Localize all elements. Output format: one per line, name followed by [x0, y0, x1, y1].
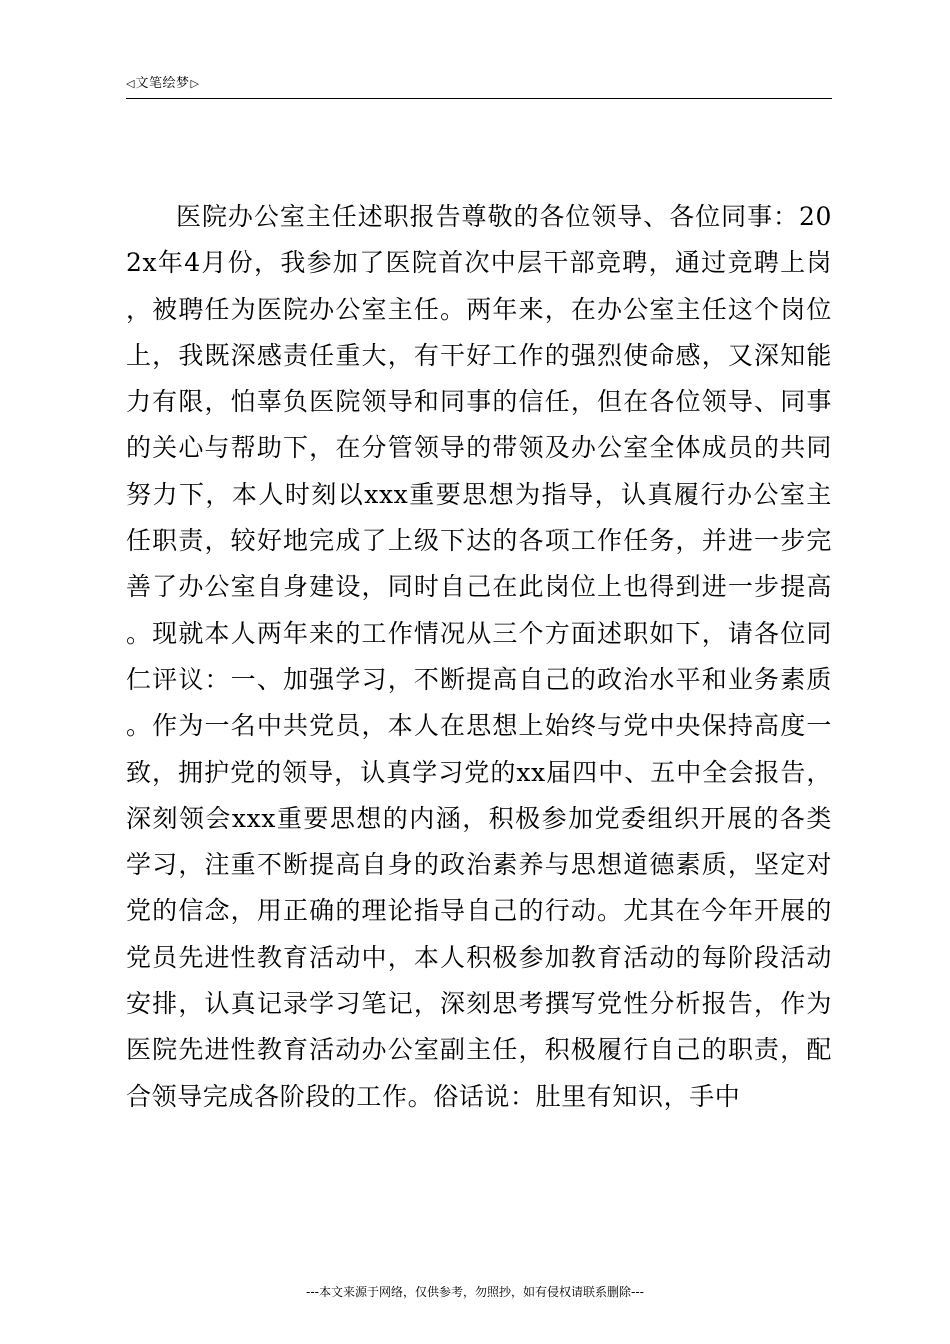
brand-name: 文笔绘梦 [135, 76, 190, 91]
document-body: 医院办公室主任述职报告尊敬的各位领导、各位同事：202x年4月份，我参加了医院首次中层干部竞聘，通过竞聘上岗，被聘任为医院办公室主任。两年来，在办公室主任这个岗位上，我既深感责任重大，有干好工作的强烈使命感，又深知能力有限，怕辜负医院领导和同事的信任，但在各位领导、同事的关心与帮助下，在分管领导的带领及办公室全体成员的共同努力下，本人时刻以xxx重要思想为指导，认真履行办公室主任职责，较好地完成了上级下达的各项工作任务，并进一步完善了办公室自身建设，同时自己在此岗位上也得到进一步提高。现就本人两年来的工作情况从三个方面述职如下，请各位同仁评议：一、加强学习，不断提高自己的政治水平和业务素质。作为一名中共党员，本人在思想上始终与党中央保持高度一致，拥护党的领导，认真学习党的xx届四中、五中全会报告，深刻领会xxx重要思想的内涵，积极参加党委组织开展的各类学习，注重不断提高自身的政治素养与思想道德素质，坚定对党的信念，用正确的理论指导自己的行动。尤其在今年开展的党员先进性教育活动中，本人积极参加教育活动的每阶段活动安排，认真记录学习笔记，深刻思考撰写党性分析报告，作为医院先进性教育活动办公室副主任，积极履行自己的职责，配合领导完成各阶段的工作。俗话说：肚里有知识，手中 [126, 202, 832, 1111]
page-header [126, 74, 832, 99]
page-footer-disclaimer: ---本文来源于网络，仅供参考，勿照抄，如有侵权请联系删除--- [306, 1285, 644, 1299]
left-triangle-icon: ◁ [126, 77, 135, 90]
right-triangle-icon: ▷ [190, 77, 199, 90]
brand-mark [126, 76, 199, 92]
